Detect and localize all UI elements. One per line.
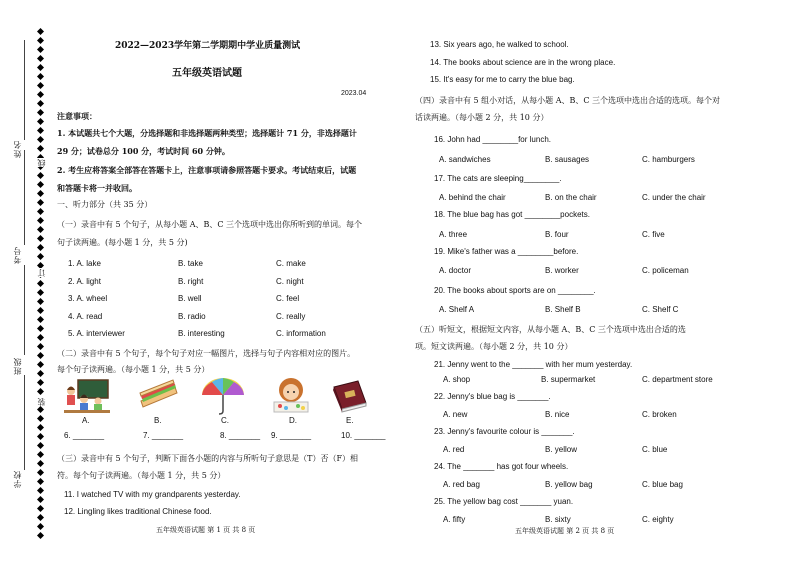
diamond-mark — [37, 37, 44, 44]
question-15: 15. It's easy for me to carry the blue bag. — [430, 75, 575, 84]
diamond-mark — [37, 487, 44, 494]
q17-option-a: A. behind the chair — [439, 193, 506, 202]
question-14: 14. The books about science are in the wrong place. — [430, 58, 616, 67]
diamond-mark — [37, 370, 44, 377]
diamond-mark — [37, 298, 44, 305]
q23-option-a: A. red — [443, 445, 465, 454]
diamond-mark — [37, 316, 44, 323]
diamond-mark — [37, 451, 44, 458]
diamond-mark — [37, 253, 44, 260]
sec4-instruction-line1: （四）录音中有 5 组小对话，从每小题 A、B、C 三个选项中选出合适的选项。每个对 — [415, 96, 721, 105]
q19-option-a: A. doctor — [439, 266, 472, 275]
sec3-instruction-line1: （三）录音中有 5 个句子，判断下面各小题的内容与所听句子意思是（T）否（F）相 — [57, 454, 359, 463]
q2-option-c: C. night — [276, 277, 304, 286]
q4-option-c: C. really — [276, 312, 306, 321]
picture-e-book — [328, 379, 370, 413]
q5-option-b: B. interesting — [178, 329, 225, 338]
part1-heading: 一、听力部分（共 35 分） — [57, 200, 153, 209]
question-21: 21. Jenny went to the _______ with her mum yesterday. — [434, 360, 633, 369]
diamond-mark — [37, 217, 44, 224]
diamond-mark — [37, 190, 44, 197]
q16-option-b: B. sausages — [545, 155, 590, 164]
diamond-mark — [37, 352, 44, 359]
diamond-border — [37, 28, 45, 538]
diamond-mark — [37, 127, 44, 134]
question-18: 18. The blue bag has got ________pockets. — [434, 210, 590, 219]
exam-date: 2023.04 — [341, 90, 367, 97]
diamond-mark — [37, 172, 44, 179]
sec2-instruction-line2: 每个句子读两遍。（每小题 1 分，共 5 分） — [57, 365, 210, 374]
notes-item2-line2: 和答题卡将一并收回。 — [57, 183, 137, 193]
q1-option-a: 1. A. lake — [68, 259, 101, 268]
diamond-mark — [37, 145, 44, 152]
diamond-mark — [37, 55, 44, 62]
q5-option-c: C. information — [276, 329, 326, 338]
diamond-mark — [37, 523, 44, 530]
diamond-mark — [37, 46, 44, 53]
exam-subtitle: 五年级英语试题 — [172, 68, 242, 79]
q2-option-b: B. right — [178, 277, 204, 286]
diamond-mark — [37, 424, 44, 431]
diamond-mark — [37, 235, 44, 242]
question-24: 24. The _______ has got four wheels. — [434, 462, 569, 471]
q21-option-a: A. shop — [443, 375, 471, 384]
q16-option-a: A. sandwiches — [439, 155, 491, 164]
sec3-instruction-line2: 符。每个句子读两遍。（每小题 1 分，共 5 分） — [57, 471, 226, 480]
binding-label-exam-id: 考号 — [13, 246, 22, 264]
diamond-mark — [37, 208, 44, 215]
diamond-mark — [37, 433, 44, 440]
diamond-mark — [37, 199, 44, 206]
q3-option-b: B. well — [178, 294, 202, 303]
diamond-mark — [37, 91, 44, 98]
exam-title: 2022—2023学年第二学期期中学业质量测试 — [115, 41, 301, 51]
diamond-mark — [37, 280, 44, 287]
question-12: 12. Lingling likes traditional Chinese food. — [64, 507, 212, 516]
q23-option-b: B. yellow — [545, 445, 578, 454]
q24-option-a: A. red bag — [443, 480, 480, 489]
footer-left: 五年级英语试题 第 1 页 共 8 页 — [156, 526, 256, 534]
picture-letter-a: A. — [82, 416, 90, 425]
sec4-instruction-line2: 话读两遍。（每小题 2 分，共 10 分） — [415, 113, 549, 122]
q2-option-a: 2. A. light — [68, 277, 101, 286]
diamond-mark — [37, 478, 44, 485]
diamond-mark — [37, 289, 44, 296]
binding-label-name: 姓名 — [13, 140, 22, 158]
sec5-instruction-line2: 项。短文读两遍。（每小题 2 分，共 10 分） — [415, 342, 573, 351]
picture-c-umbrella — [200, 377, 246, 415]
picture-d-girl-painting — [268, 377, 314, 415]
question-22: 22. Jenny's blue bag is _______. — [434, 392, 551, 401]
diamond-mark — [37, 136, 44, 143]
diamond-mark — [37, 244, 44, 251]
picture-letter-d: D. — [289, 416, 297, 425]
diamond-mark — [37, 460, 44, 467]
diamond-mark — [37, 100, 44, 107]
q19-option-b: B. worker — [545, 266, 579, 275]
sec1-instruction-line1: （一）录音中有 5 个句子，从每小题 A、B、C 三个选项中选出你所听到的单词。每个 — [57, 220, 363, 229]
question-16: 16. John had ________for lunch. — [434, 135, 551, 144]
binding-line-4 — [24, 375, 25, 470]
binding-label-school: 学校 — [13, 470, 22, 488]
cut-mark-bind: 订 — [37, 268, 46, 277]
diamond-mark — [37, 388, 44, 395]
answer-blank-9: 9. _______ — [271, 431, 312, 440]
diamond-mark — [37, 514, 44, 521]
diamond-mark — [37, 181, 44, 188]
question-11: 11. I watched TV with my grandparents yesterday. — [64, 490, 241, 499]
diamond-mark — [37, 325, 44, 332]
q24-option-b: B. yellow bag — [545, 480, 593, 489]
cut-mark-line: 线 — [37, 158, 46, 167]
q21-option-b: B. supermarket — [541, 375, 596, 384]
question-19: 19. Mike's father was a ________before. — [434, 247, 579, 256]
answer-blank-8: 8. _______ — [220, 431, 261, 440]
q3-option-c: C. feel — [276, 294, 300, 303]
notes-item1-line2: 29 分；试卷总分 100 分，考试时间 60 分钟。 — [57, 146, 230, 156]
diamond-mark — [37, 442, 44, 449]
binding-line-3 — [24, 265, 25, 355]
answer-blank-10: 10. _______ — [341, 431, 386, 440]
q25-option-c: C. eighty — [642, 515, 674, 524]
q4-option-a: 4. A. read — [68, 312, 103, 321]
diamond-mark — [37, 109, 44, 116]
picture-letter-c: C. — [221, 416, 229, 425]
q17-option-b: B. on the chair — [545, 193, 597, 202]
answer-blank-7: 7. _______ — [143, 431, 184, 440]
sec2-instruction-line1: （二）录音中有 5 个句子，每个句子对应一幅图片，选择与句子内容相对应的图片。 — [57, 349, 356, 358]
q18-option-c: C. five — [642, 230, 665, 239]
binding-line-2 — [24, 150, 25, 245]
q20-option-b: B. Shelf B — [545, 305, 581, 314]
q16-option-c: C. hamburgers — [642, 155, 695, 164]
binding-label-class: 班级 — [13, 357, 22, 375]
question-13: 13. Six years ago, he walked to school. — [430, 40, 569, 49]
q24-option-c: C. blue bag — [642, 480, 683, 489]
notes-item1-line1: 1. 本试题共七个大题，分选择题和非选择题两种类型；选择题计 71 分，非选择题计 — [57, 128, 357, 138]
sec1-instruction-line2: 句子读两遍。(每小题 1 分，共 5 分) — [57, 238, 188, 247]
q25-option-a: A. fifty — [443, 515, 466, 524]
diamond-mark — [37, 415, 44, 422]
q18-option-b: B. four — [545, 230, 569, 239]
picture-letter-e: E. — [346, 416, 354, 425]
diamond-mark — [37, 532, 44, 539]
q18-option-a: A. three — [439, 230, 468, 239]
binding-line-1 — [24, 40, 25, 140]
diamond-mark — [37, 64, 44, 71]
diamond-mark — [37, 496, 44, 503]
q21-option-c: C. department store — [642, 375, 713, 384]
diamond-mark — [37, 28, 44, 35]
notes-heading: 注意事项： — [57, 111, 97, 121]
diamond-mark — [37, 226, 44, 233]
notes-item2-line1: 2. 考生应将答案全部答在答题卡上，注意事项请参照答题卡要求。考试结束后，试题 — [57, 165, 357, 175]
question-23: 23. Jenny's favourite colour is _______. — [434, 427, 575, 436]
q3-option-a: 3. A. wheel — [68, 294, 108, 303]
diamond-mark — [37, 118, 44, 125]
diamond-mark — [37, 379, 44, 386]
q1-option-c: C. make — [276, 259, 306, 268]
diamond-mark — [37, 406, 44, 413]
q23-option-c: C. blue — [642, 445, 668, 454]
diamond-mark — [37, 73, 44, 80]
q5-option-a: 5. A. interviewer — [68, 329, 125, 338]
q19-option-c: C. policeman — [642, 266, 689, 275]
diamond-mark — [37, 361, 44, 368]
q17-option-c: C. under the chair — [642, 193, 706, 202]
cut-mark-pack: 装 — [37, 397, 46, 406]
sec5-instruction-line1: （五）听短文，根据短文内容，从每小题 A、B、C 三个选项中选出合适的选 — [415, 325, 686, 334]
picture-letter-b: B. — [154, 416, 162, 425]
diamond-mark — [37, 469, 44, 476]
diamond-mark — [37, 307, 44, 314]
footer-right: 五年级英语试题 第 2 页 共 8 页 — [515, 527, 615, 535]
picture-a-classroom — [64, 379, 110, 413]
q22-option-c: C. broken — [642, 410, 677, 419]
question-25: 25. The yellow bag cost _______ yuan. — [434, 497, 574, 506]
picture-b-sandwich — [137, 379, 179, 413]
q20-option-a: A. Shelf A — [439, 305, 475, 314]
answer-blank-6: 6. _______ — [64, 431, 105, 440]
q22-option-a: A. new — [443, 410, 468, 419]
diamond-mark — [37, 334, 44, 341]
q22-option-b: B. nice — [545, 410, 570, 419]
q25-option-b: B. sixty — [545, 515, 571, 524]
question-17: 17. The cats are sleeping________. — [434, 174, 562, 183]
diamond-mark — [37, 505, 44, 512]
question-20: 20. The books about sports are on ________. — [434, 286, 596, 295]
diamond-mark — [37, 343, 44, 350]
q1-option-b: B. take — [178, 259, 203, 268]
q4-option-b: B. radio — [178, 312, 206, 321]
diamond-mark — [37, 82, 44, 89]
q20-option-c: C. Shelf C — [642, 305, 679, 314]
